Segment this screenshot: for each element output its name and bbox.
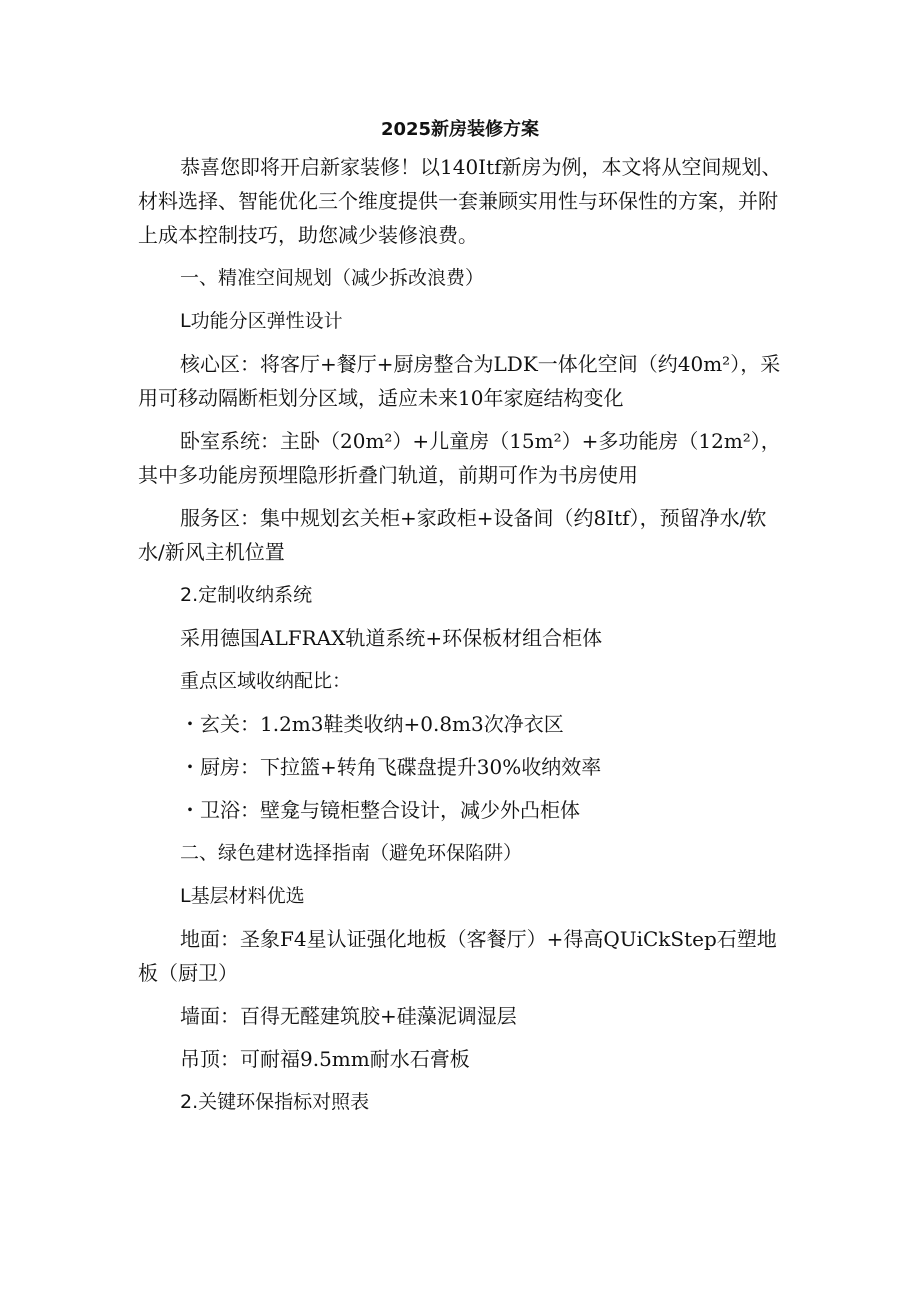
section1-sub1-heading: L功能分区弹性设计 — [180, 310, 343, 332]
storage-ratio-heading: 重点区域收纳配比： — [180, 670, 352, 692]
document-body — [138, 150, 788, 1128]
document-title: 2025新房装修方案 — [380, 119, 540, 140]
section2-heading: 二、绿色建材选择指南（避免环保陷阱） — [180, 842, 523, 864]
storage-system-paragraph: 采用德国ALFRAX轨道系统+环保板材组合柜体 — [180, 626, 603, 650]
section1-sub2-heading: 2.定制收纳系统 — [180, 584, 313, 606]
bedroom-system-paragraph: 卧室系统：主卧（20m²）+儿童房（15m²）+多功能房（12m²），其中多功能房预埋隐形折叠门轨道，前期可作为书房使用 — [138, 429, 781, 487]
bullet-item: ・厨房：下拉篮+转角飞碟盘提升30%收纳效率 — [180, 755, 602, 779]
core-zone-paragraph: 核心区：将客厅+餐厅+厨房整合为LDK一体化空间（约40m²），采用可移动隔断柜划分区域，适应未来10年家庭结构变化 — [138, 352, 781, 410]
floor-material-paragraph: 地面：圣象F4星认证强化地板（客餐厅）+得高QUiCkStep石塑地板（厨卫） — [138, 927, 777, 985]
bullet-item: ・卫浴：壁龛与镜柜整合设计，减少外凸柜体 — [180, 798, 580, 822]
bullet-item: ・玄关：1.2m3鞋类收纳+0.8m3次净衣区 — [180, 712, 564, 736]
wall-material-paragraph: 墙面：百得无醛建筑胶+硅藻泥调湿层 — [180, 1004, 517, 1028]
section2-sub1-heading: L基层材料优选 — [180, 885, 305, 907]
service-zone-paragraph: 服务区：集中规划玄关柜+家政柜+设备间（约8Itf），预留净水/软水/新风主机位置 — [138, 506, 767, 564]
section1-heading: 一、精准空间规划（减少拆改浪费） — [180, 267, 485, 289]
section2-sub2-heading: 2.关键环保指标对照表 — [180, 1091, 370, 1113]
ceiling-material-paragraph: 吊顶：可耐福9.5mm耐水石膏板 — [180, 1047, 470, 1071]
intro-paragraph: 恭喜您即将开启新家装修！以140Itf新房为例，本文将从空间规划、材料选择、智能优化三个维度提供一套兼顾实用性与环保性的方案，并附上成本控制技巧，助您减少装修浪费。 — [138, 155, 782, 247]
